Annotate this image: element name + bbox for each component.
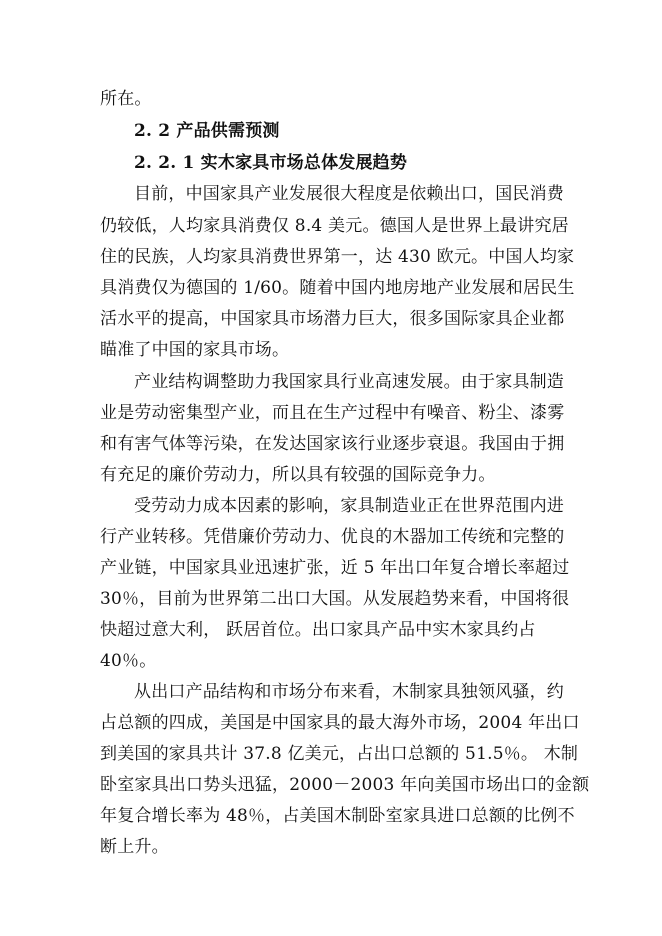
text-line-continuation: 所在。 — [100, 89, 152, 109]
paragraph-4-line-2: 占总额的四成，美国是中国家具的最大海外市场，2004 年出口 — [100, 713, 580, 733]
paragraph-3-line-6: 40％。 — [100, 651, 157, 671]
paragraph-1-line-2: 仍较低，人均家具消费仅 8.4 美元。德国人是世界上最讲究居 — [100, 216, 569, 236]
paragraph-4-line-3: 到美国的家具共计 37.8 亿美元，占出口总额的 51.5％。 木制 — [100, 744, 579, 764]
paragraph-3-line-3: 产业链，中国家具业迅速扩张，近 5 年出口年复合增长率超过 — [100, 558, 570, 578]
paragraph-4-line-5: 年复合增长率为 48％，占美国木制卧室家具进口总额的比例不 — [100, 806, 575, 826]
paragraph-1-line-6: 瞄准了中国的家具市场。 — [100, 340, 290, 360]
paragraph-1-line-5: 活水平的提高，中国家具市场潜力巨大，很多国际家具企业都 — [100, 309, 565, 329]
paragraph-1-line-3: 住的民族，人均家具消费世界第一，达 430 欧元。中国人均家 — [100, 247, 575, 267]
paragraph-2-line-1: 产业结构调整助力我国家具行业高速发展。由于家具制造 — [134, 372, 564, 392]
paragraph-4-line-1: 从出口产品结构和市场分布来看，木制家具独领风骚，约 — [134, 682, 564, 702]
paragraph-4-line-4: 卧室家具出口势头迅猛，2000－2003 年向美国市场出口的金额 — [100, 775, 590, 795]
paragraph-3-line-2: 行产业转移。凭借廉价劳动力、优良的木器加工传统和完整的 — [100, 527, 565, 547]
paragraph-2-line-2: 业是劳动密集型产业，而且在生产过程中有噪音、粉尘、漆雾 — [100, 403, 565, 423]
paragraph-1-line-4: 具消费仅为德国的 1/60。随着中国内地房地产业发展和居民生 — [100, 278, 575, 298]
paragraph-2-line-3: 和有害气体等污染，在发达国家该行业逐步衰退。我国由于拥 — [100, 434, 565, 454]
paragraph-2-line-4: 有充足的廉价劳动力，所以具有较强的国际竞争力。 — [100, 465, 496, 485]
paragraph-3-line-1: 受劳动力成本因素的影响，家具制造业正在世界范围内进 — [134, 496, 564, 516]
paragraph-1-line-1: 目前，中国家具产业发展很大程度是依赖出口，国民消费 — [134, 184, 564, 204]
section-heading-2-2-1: 2. 2. 1 实木家具市场总体发展趋势 — [134, 153, 408, 173]
section-heading-2-2: 2. 2 产品供需预测 — [134, 121, 280, 141]
paragraph-3-line-4: 30％，目前为世界第二出口大国。从发展趋势来看，中国将很 — [100, 589, 570, 609]
paragraph-4-line-6: 断上升。 — [100, 837, 169, 857]
paragraph-3-line-5: 快超过意大利， 跃居首位。出口家具产品中实木家具约占 — [100, 620, 536, 640]
